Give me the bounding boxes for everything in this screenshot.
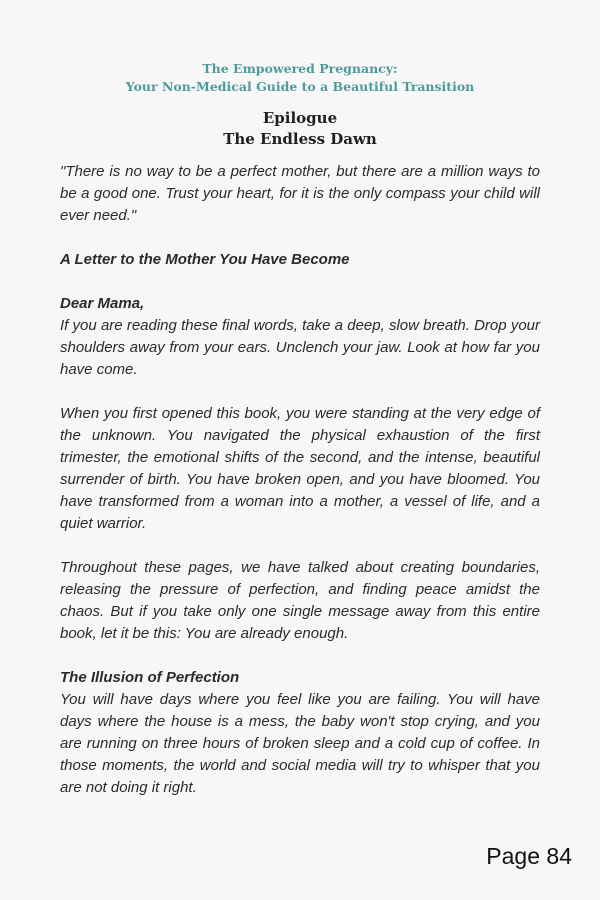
illusion-section — [60, 667, 540, 799]
running-head-title: The Empowered Pregnancy: — [202, 61, 398, 76]
letter-heading-text: A Letter to the Mother You Have Become — [60, 251, 350, 268]
chapter-heading — [0, 108, 600, 150]
running-head-subtitle: Your Non-Medical Guide to a Beautiful Transition — [125, 79, 475, 94]
paragraph-2: When you first opened this book, you were standing at the very edge of the unknown. You navigated the physical exhaustion of the first trimester, the emotional shifts of the second, and the intense, beautiful surrender of birth. You have broken open, and you have bloomed. You have transformed from a woman into a mother, a vessel of life, and a quiet warrior. — [60, 405, 540, 532]
epigraph-quote: "There is no way to be a perfect mother, but there are a million ways to be a good one. Trust your heart, for it is the only compass your child will ever need." — [60, 163, 540, 224]
letter-heading — [60, 249, 540, 271]
running-head — [0, 60, 600, 96]
letter-opening — [60, 293, 540, 381]
page-body — [60, 161, 540, 799]
paragraph-1: If you are reading these final words, take a deep, slow breath. Drop your shoulders away from your ears. Unclench your jaw. Look at how far you have come. — [60, 317, 540, 378]
paragraph-3: Throughout these pages, we have talked about creating boundaries, releasing the pressure of perfection, and finding peace amidst the chaos. But if you take only one single message away from this entire book, let it be this: You are already enough. — [60, 559, 540, 642]
salutation: Dear Mama, — [60, 295, 145, 312]
chapter-title: The Endless Dawn — [223, 130, 377, 148]
page-number: Page 84 — [486, 843, 572, 869]
paragraph-4: You will have days where you feel like you are failing. You will have days where the house is a mess, the baby won't stop crying, and you are running on three hours of broken sleep and a cold cup of coffee. In those moments, the world and social media will try to whisper that you are not doing it right. — [60, 691, 540, 796]
chapter-label: Epilogue — [262, 109, 338, 127]
section-heading: The Illusion of Perfection — [60, 669, 240, 686]
